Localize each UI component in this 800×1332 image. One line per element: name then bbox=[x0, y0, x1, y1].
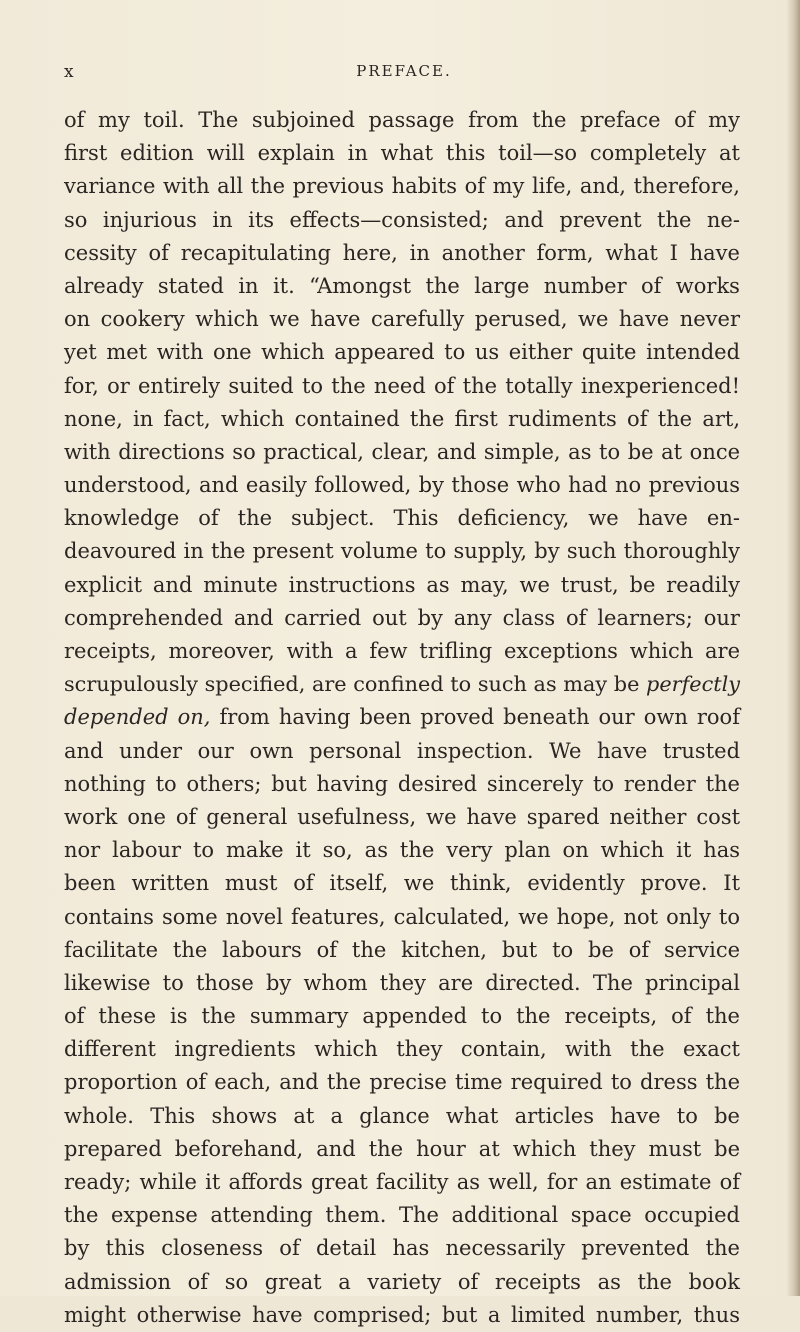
text-line bbox=[64, 635, 740, 668]
text-line bbox=[64, 436, 740, 469]
italic-text: perfectly bbox=[646, 672, 740, 697]
running-head: PREFACE. bbox=[356, 62, 452, 80]
text-line bbox=[64, 1100, 740, 1133]
text-segment: been written must of itself, we think, evidently prove. It bbox=[64, 871, 741, 896]
text-segment: explicit and minute instructions as may, we trust, be readily bbox=[64, 572, 740, 597]
text-line bbox=[64, 303, 740, 336]
text-line bbox=[64, 104, 740, 137]
text-segment: receipts, moreover, with a few trifling exceptions which are bbox=[64, 639, 740, 663]
text-segment: yet met with one which appeared to us either quite intended bbox=[64, 340, 741, 365]
text-segment: of these is the summary appended to the receipts, of the bbox=[64, 1004, 740, 1029]
text-line bbox=[64, 735, 740, 768]
text-segment: none, in fact, which contained the first rudiments of the art, bbox=[64, 406, 740, 431]
text-line bbox=[64, 137, 740, 170]
text-segment: from having been proved beneath our own roof bbox=[210, 705, 740, 730]
text-segment: comprehended and carried out by any class of learners; our bbox=[64, 605, 740, 630]
page-header bbox=[64, 62, 744, 84]
text-segment: already stated in it. “Amongst the large number of works bbox=[64, 273, 740, 298]
text-line bbox=[64, 901, 740, 934]
text-segment: understood, and easily followed, by those who had no previous bbox=[64, 473, 741, 498]
text-segment: prepared beforehand, and the hour at which they must be bbox=[64, 1136, 741, 1161]
text-segment: with directions so practical, clear, and simple, as to be at once bbox=[64, 439, 741, 464]
text-line bbox=[64, 469, 740, 502]
page-number: x bbox=[64, 62, 75, 82]
text-line bbox=[64, 237, 740, 270]
text-segment: for, or entirely suited to the need of the totally inexperienced! bbox=[64, 373, 741, 398]
text-line bbox=[64, 668, 740, 701]
text-segment: by this closeness of detail has necessarily prevented the bbox=[64, 1236, 740, 1261]
text-segment: proportion of each, and the precise time required to dress the bbox=[64, 1070, 741, 1095]
text-segment: and under our own personal inspection. We have trusted bbox=[64, 738, 741, 763]
text-segment: on cookery which we have carefully perused, we have never bbox=[64, 307, 740, 332]
text-line bbox=[64, 370, 740, 403]
text-segment: the expense attending them. The additional space occupied bbox=[64, 1203, 740, 1228]
text-segment: knowledge of the subject. This deficiency, we have en- bbox=[64, 506, 740, 531]
text-line bbox=[64, 701, 740, 734]
text-segment: so injurious in its effects—consisted; and prevent the ne- bbox=[64, 207, 740, 232]
text-line bbox=[64, 1033, 740, 1066]
text-line bbox=[64, 967, 740, 1000]
text-line bbox=[64, 403, 740, 436]
text-segment: facilitate the labours of the kitchen, but to be of service bbox=[64, 937, 741, 962]
text-line bbox=[64, 336, 740, 369]
text-line bbox=[64, 768, 740, 801]
text-line bbox=[64, 1266, 740, 1299]
text-segment: nor labour to make it so, as the very plan on which it has bbox=[64, 838, 741, 863]
text-line bbox=[64, 270, 740, 303]
text-line bbox=[64, 801, 740, 834]
text-line bbox=[64, 204, 740, 237]
text-segment: work one of general usefulness, we have spared neither cost bbox=[64, 804, 741, 829]
text-line bbox=[64, 535, 740, 568]
text-segment: ready; while it affords great facility as well, for an estimate of bbox=[64, 1170, 741, 1194]
text-line bbox=[64, 1299, 740, 1332]
text-line bbox=[64, 1133, 740, 1166]
text-line bbox=[64, 502, 740, 535]
text-segment: might otherwise have comprised; but a limited number, thus bbox=[64, 1302, 740, 1327]
text-line bbox=[64, 170, 740, 203]
text-segment: deavoured in the present volume to supply, by such thoroughly bbox=[64, 539, 740, 564]
text-line bbox=[64, 1000, 740, 1033]
page-edge-shadow bbox=[786, 0, 800, 1296]
text-segment: different ingredients which they contain, with the exact bbox=[64, 1037, 740, 1062]
text-line bbox=[64, 1199, 740, 1232]
text-segment: nothing to others; but having desired sincerely to render the bbox=[64, 771, 740, 796]
text-segment: contains some novel features, calculated, we hope, not only to bbox=[64, 904, 741, 929]
text-segment: cessity of recapitulating here, in another form, what I have bbox=[64, 240, 740, 265]
text-line bbox=[64, 834, 740, 867]
text-line bbox=[64, 1166, 740, 1199]
preface-body-text bbox=[64, 104, 740, 1332]
text-line bbox=[64, 867, 740, 900]
text-line bbox=[64, 602, 740, 635]
text-segment: variance with all the previous habits of my life, and, therefore, bbox=[64, 174, 740, 199]
italic-text: depended on, bbox=[64, 705, 211, 730]
text-segment: admission of so great a variety of receipts as the book bbox=[64, 1269, 740, 1294]
text-segment: likewise to those by whom they are directed. The principal bbox=[64, 970, 740, 995]
text-line bbox=[64, 569, 740, 602]
text-line bbox=[64, 934, 740, 967]
text-line bbox=[64, 1066, 740, 1099]
text-segment: whole. This shows at a glance what articles have to be bbox=[64, 1103, 740, 1128]
text-segment: first edition will explain in what this toil—so completely at bbox=[64, 141, 740, 166]
text-segment: scrupulously specified, are confined to such as may be bbox=[64, 672, 647, 697]
text-segment: of my toil. The subjoined passage from the preface of my bbox=[64, 108, 740, 132]
text-line bbox=[64, 1232, 740, 1265]
